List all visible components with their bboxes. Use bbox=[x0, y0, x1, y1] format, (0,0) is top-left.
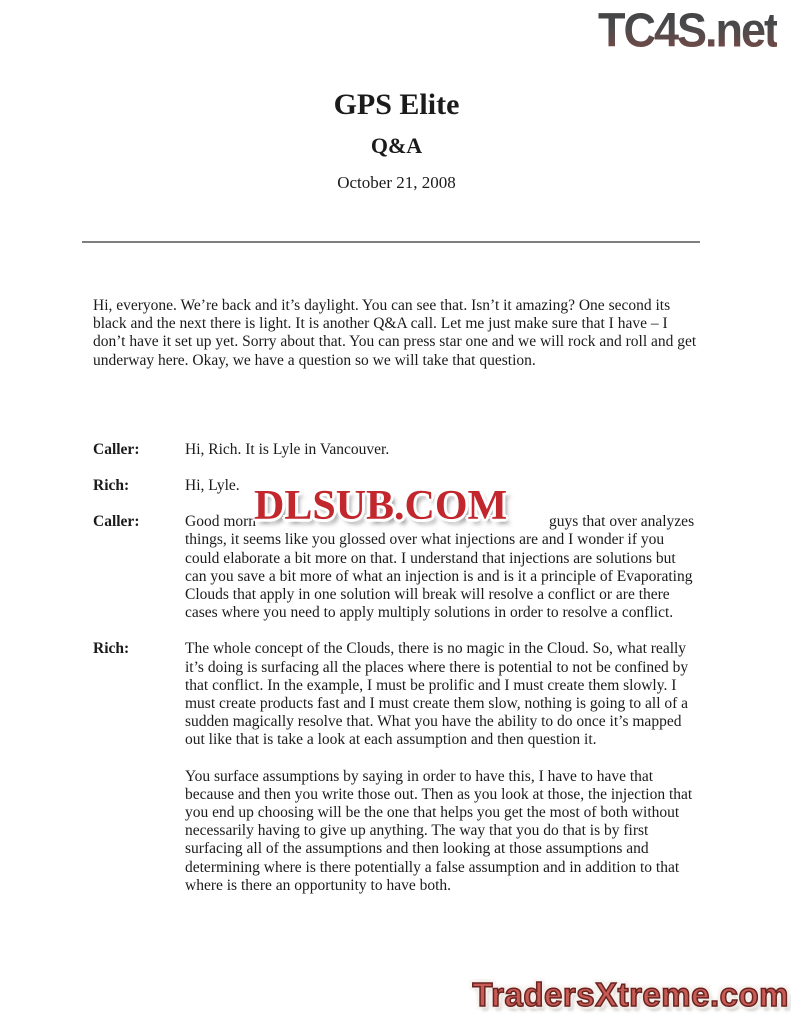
tc4s-logo: TC4S.net bbox=[597, 2, 777, 58]
page-title: GPS Elite bbox=[333, 88, 460, 121]
dialogue-entry bbox=[93, 441, 700, 459]
speaker-label: Rich: bbox=[93, 640, 130, 658]
dialogue-text bbox=[185, 640, 700, 895]
dialogue-paragraph: You surface assumptions by saying in order to have this, I have to have that because and then you write those out. Then as you look at those, the injection that you end up choosing will be the one that helps you get the most of both without necessarily having to give up anything. The way that you do that is by first surfacing all of the assumptions and then looking at those assumptions and determining where is there potentially a false assumption and in addition to that where is there an opportunity to have both. bbox=[185, 767, 693, 894]
speaker-label: Rich: bbox=[93, 477, 130, 495]
dialogue-text: Hi, Rich. It is Lyle in Vancouver. bbox=[185, 440, 390, 458]
dialogue-paragraph: The whole concept of the Clouds, there is no magic in the Cloud. So, what really it’s doing is surfacing all the places where there is potential to not be confined by that conflict. In the example, I must be prolific and I must create them slowly. I must create products fast and I must create them slow, nothing is going to all of a sudden magically resolve that. What you have the ability to do once it’s mapped out like that is take a look at each assumption and then question it. bbox=[185, 640, 689, 749]
tradersxtreme-watermark: TradersXtreme.com bbox=[472, 976, 789, 1013]
divider-rule bbox=[82, 241, 700, 243]
speaker-label: Caller: bbox=[93, 513, 140, 531]
page-date: October 21, 2008 bbox=[337, 173, 456, 192]
speaker-label: Caller: bbox=[93, 440, 140, 458]
dialogue-text: Hi, Lyle. bbox=[185, 477, 240, 495]
dialogue-entry bbox=[93, 640, 700, 895]
page-subtitle: Q&A bbox=[370, 133, 423, 158]
text-before-watermark: Good morn bbox=[185, 513, 257, 531]
title-block bbox=[93, 90, 700, 191]
dlsub-watermark: DLSUB.COM bbox=[254, 483, 508, 529]
intro-paragraph: Hi, everyone. We’re back and it’s daylight. You can see that. Isn’t it amazing? One second its black and the next there is light. It is another Q&A call. Let me just make sure that I have – I don’t have it set up yet. Sorry about that. You can press star one and we will rock and roll and get underway here. Okay, we have a question so we will take that question. bbox=[93, 297, 697, 369]
text-after-watermark: guys that over analyzes things, it seems like you glossed over what injections are and I wonder if you could elaborate a bit more on that. I understand that injections are solutions but can you save a bit more of what an injection is and is it a principle of Evaporating Clouds that apply in one solution will break will resolve a conflict or are there cases where you need to apply multiply solutions in order to resolve a conflict. bbox=[185, 513, 695, 622]
document-page bbox=[93, 0, 700, 913]
